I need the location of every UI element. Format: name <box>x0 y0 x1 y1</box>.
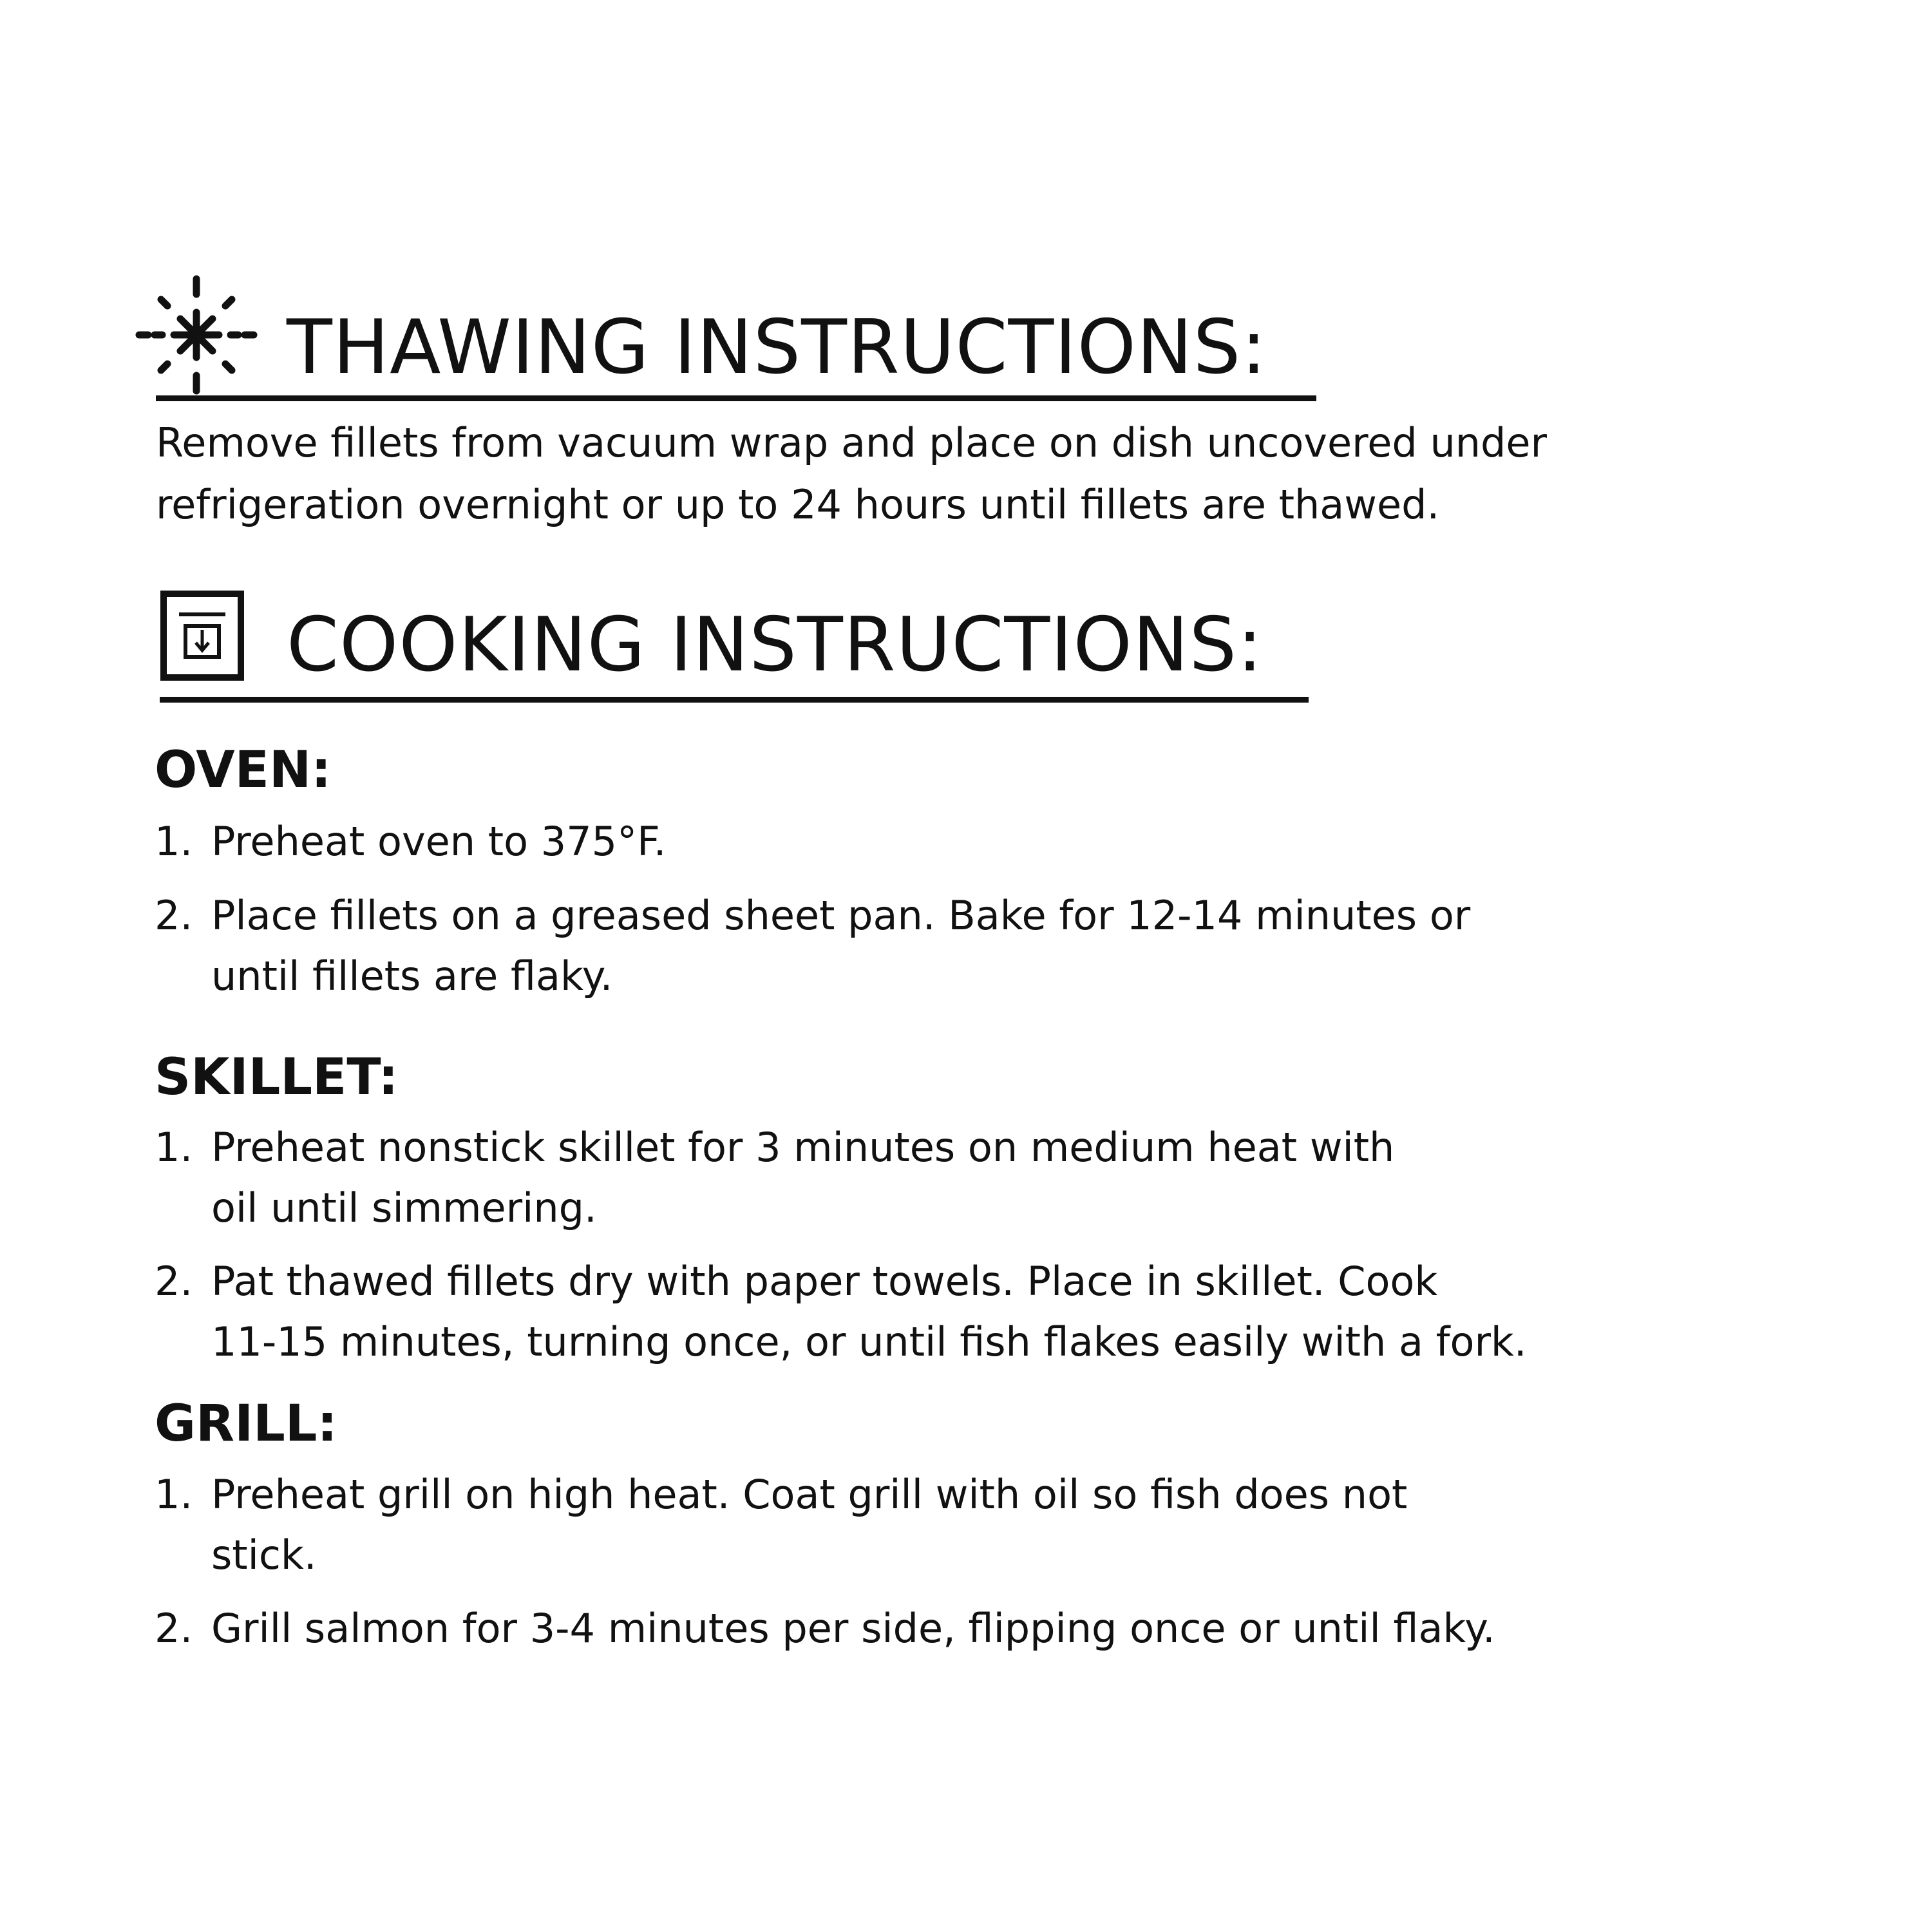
oven-step-1-text: Preheat oven to 375°F. <box>211 818 667 865</box>
grill-title: GRILL: <box>155 1395 337 1453</box>
skillet-title: SKILLET: <box>155 1048 399 1106</box>
grill-step-2-number: 2. <box>155 1605 193 1652</box>
oven-title: OVEN: <box>155 741 332 799</box>
thawing-text-line-1: Remove fillets from vacuum wrap and place on dish uncovered under <box>156 419 1548 466</box>
oven-step-1 <box>155 811 1765 876</box>
grill-step-1-number: 1. <box>155 1471 193 1518</box>
grill-step-2-text: Grill salmon for 3-4 minutes per side, flipping once or until flaky. <box>211 1605 1495 1652</box>
oven-step-2-number: 2. <box>155 892 193 939</box>
skillet-step-1 <box>155 1117 1765 1240</box>
skillet-step-2 <box>155 1251 1765 1374</box>
oven-step-2 <box>155 886 1765 1008</box>
thawing-heading-rule <box>156 395 1316 401</box>
grill-step-1-text: Preheat grill on high heat. Coat grill with oil so fish does not stick. <box>211 1471 1408 1578</box>
skillet-step-2-number: 2. <box>155 1258 193 1305</box>
skillet-step-1-text: Preheat nonstick skillet for 3 minutes on medium heat with oil until simmering. <box>211 1124 1395 1231</box>
skillet-step-1-number: 1. <box>155 1124 193 1171</box>
snowflake-icon <box>135 274 258 396</box>
skillet-step-2-text: Pat thawed fillets dry with paper towels. Place in skillet. Cook 11-15 minutes, turning once, or until fish flakes easily with a fork. <box>211 1258 1527 1365</box>
thawing-heading: THAWING INSTRUCTIONS: <box>287 304 1267 391</box>
oven-icon <box>160 590 245 681</box>
grill-step-1 <box>155 1464 1765 1587</box>
thawing-text-line-2: refrigeration overnight or up to 24 hours until fillets are thawed. <box>156 481 1440 528</box>
oven-step-1-number: 1. <box>155 818 193 865</box>
cooking-heading: COOKING INSTRUCTIONS: <box>287 601 1264 688</box>
grill-step-2 <box>155 1598 1765 1663</box>
cooking-heading-rule <box>160 697 1309 703</box>
oven-step-2-text: Place fillets on a greased sheet pan. Bake for 12-14 minutes or until fillets are flaky. <box>211 892 1471 999</box>
